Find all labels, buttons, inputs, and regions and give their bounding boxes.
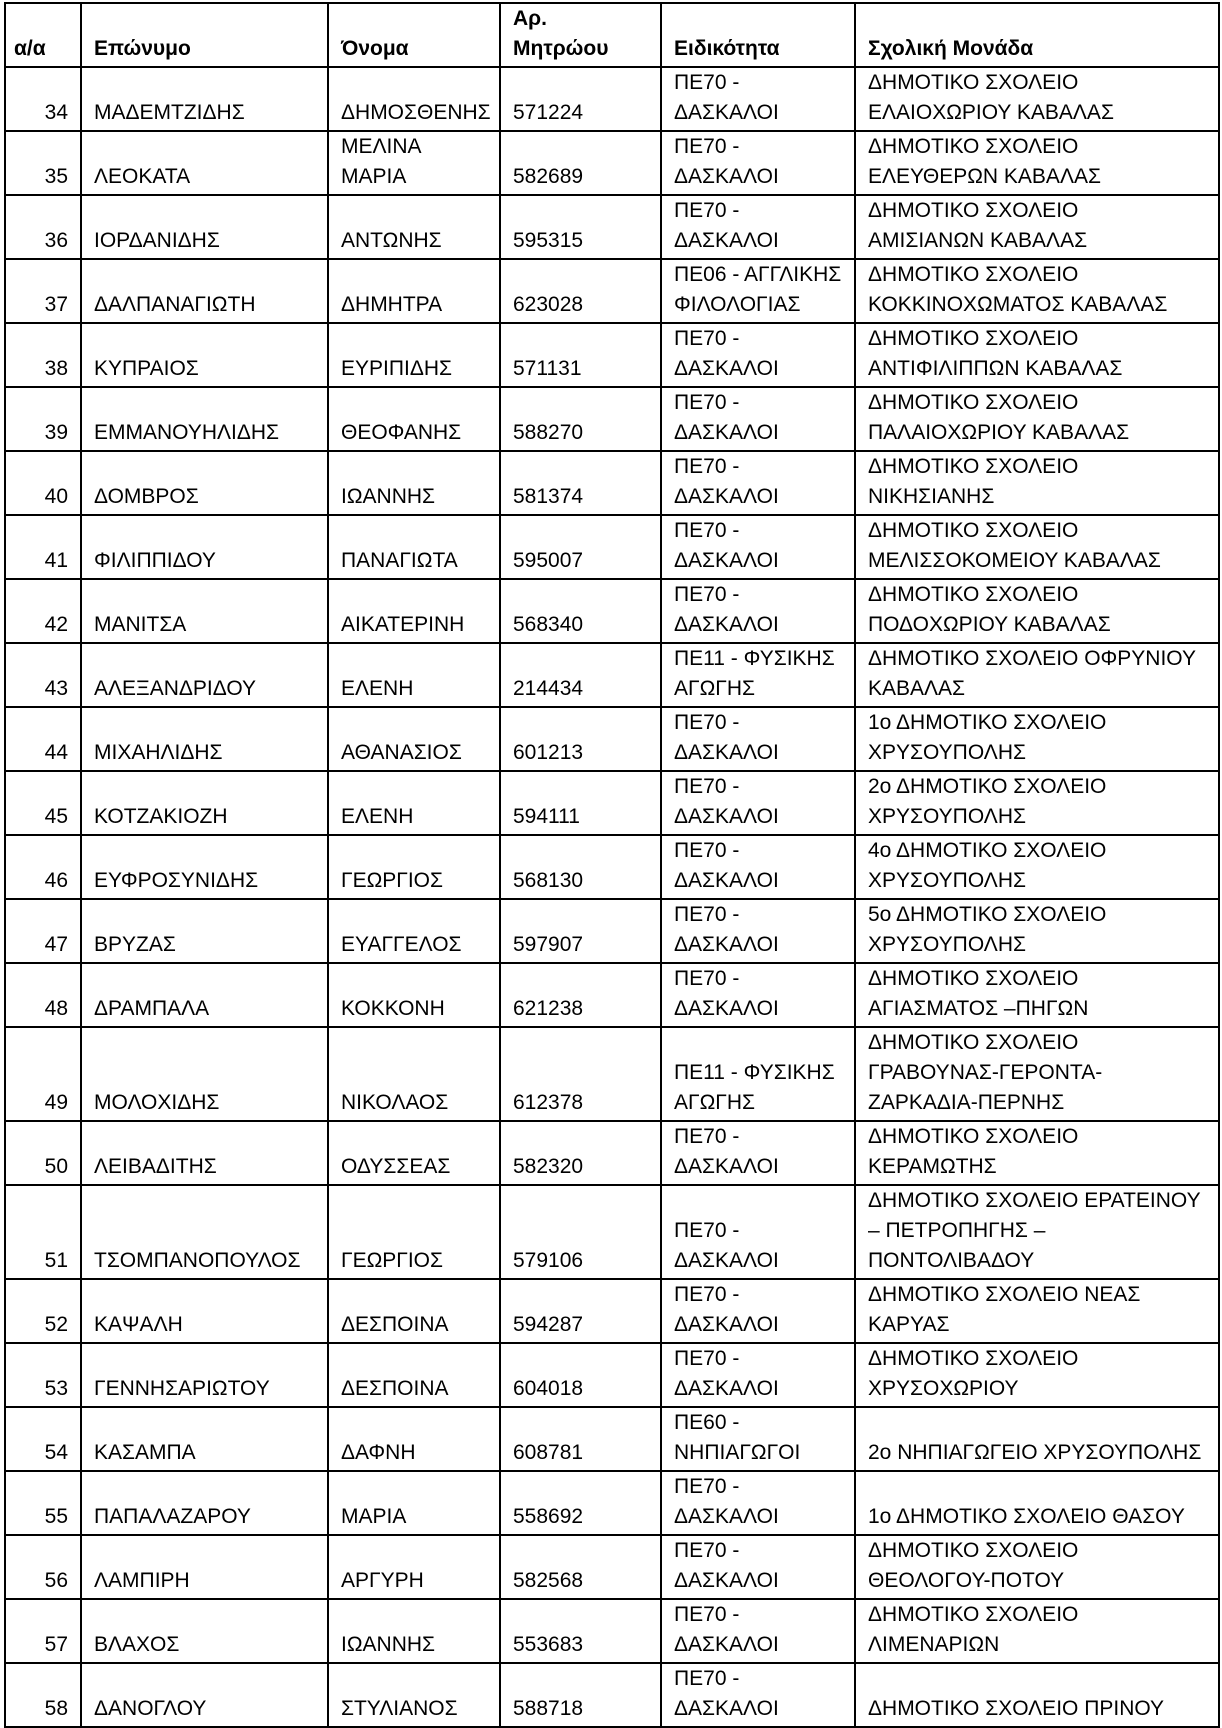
cell-school: ΔΗΜΟΤΙΚΟ ΣΧΟΛΕΙΟ ΝΕΑΣ ΚΑΡΥΑΣ [855,1279,1219,1343]
cell-surname: ΑΛΕΞΑΝΔΡΙΔΟΥ [81,643,328,707]
cell-registry: 594111 [500,771,661,835]
cell-registry: 608781 [500,1407,661,1471]
cell-specialty: ΠΕ60 - ΝΗΠΙΑΓΩΓΟΙ [661,1407,855,1471]
cell-registry: 582568 [500,1535,661,1599]
cell-name: ΕΥΑΓΓΕΛΟΣ [328,899,500,963]
cell-aa: 34 [5,67,81,131]
table-row [5,195,1219,259]
cell-registry: 571131 [500,323,661,387]
cell-school: ΔΗΜΟΤΙΚΟ ΣΧΟΛΕΙΟ ΑΓΙΑΣΜΑΤΟΣ –ΠΗΓΩΝ [855,963,1219,1027]
cell-school: ΔΗΜΟΤΙΚΟ ΣΧΟΛΕΙΟ ΧΡΥΣΟΧΩΡΙΟΥ [855,1343,1219,1407]
cell-name: ΕΥΡΙΠΙΔΗΣ [328,323,500,387]
cell-registry: 582689 [500,131,661,195]
table-row [5,1185,1219,1279]
table-row [5,131,1219,195]
cell-school: ΔΗΜΟΤΙΚΟ ΣΧΟΛΕΙΟ ΕΛΕΥΘΕΡΩΝ ΚΑΒΑΛΑΣ [855,131,1219,195]
cell-name: ΑΝΤΩΝΗΣ [328,195,500,259]
cell-school: 1ο ΔΗΜΟΤΙΚΟ ΣΧΟΛΕΙΟ ΘΑΣΟΥ [855,1471,1219,1535]
header-name: Όνομα [328,3,500,67]
cell-specialty: ΠΕ70 - ΔΑΣΚΑΛΟΙ [661,67,855,131]
cell-registry: 604018 [500,1343,661,1407]
cell-name: ΓΕΩΡΓΙΟΣ [328,835,500,899]
cell-registry: 568340 [500,579,661,643]
cell-name: ΔΑΦΝΗ [328,1407,500,1471]
cell-name: ΝΙΚΟΛΑΟΣ [328,1027,500,1121]
cell-specialty: ΠΕ70 - ΔΑΣΚΑΛΟΙ [661,899,855,963]
cell-registry: 553683 [500,1599,661,1663]
cell-name: ΔΕΣΠΟΙΝΑ [328,1279,500,1343]
cell-surname: ΛΕΙΒΑΔΙΤΗΣ [81,1121,328,1185]
teachers-table [4,2,1220,1728]
cell-name: ΚΟΚΚΟΝΗ [328,963,500,1027]
cell-aa: 35 [5,131,81,195]
cell-specialty: ΠΕ70 - ΔΑΣΚΑΛΟΙ [661,1663,855,1727]
cell-registry: 588718 [500,1663,661,1727]
header-registry: Αρ. Μητρώου [500,3,661,67]
cell-name: ΠΑΝΑΓΙΩΤΑ [328,515,500,579]
table-row [5,899,1219,963]
table-row [5,579,1219,643]
cell-specialty: ΠΕ70 - ΔΑΣΚΑΛΟΙ [661,1471,855,1535]
cell-aa: 49 [5,1027,81,1121]
cell-school: ΔΗΜΟΤΙΚΟ ΣΧΟΛΕΙΟ ΠΡΙΝΟΥ [855,1663,1219,1727]
cell-aa: 57 [5,1599,81,1663]
cell-aa: 39 [5,387,81,451]
cell-aa: 54 [5,1407,81,1471]
cell-school: ΔΗΜΟΤΙΚΟ ΣΧΟΛΕΙΟ ΑΜΙΣΙΑΝΩΝ ΚΑΒΑΛΑΣ [855,195,1219,259]
cell-name: ΙΩΑΝΝΗΣ [328,1599,500,1663]
cell-surname: ΔΟΜΒΡΟΣ [81,451,328,515]
cell-name: ΑΙΚΑΤΕΡΙΝΗ [328,579,500,643]
cell-aa: 52 [5,1279,81,1343]
cell-name: ΔΗΜΗΤΡΑ [328,259,500,323]
table-row [5,835,1219,899]
cell-name: ΣΤΥΛΙΑΝΟΣ [328,1663,500,1727]
cell-specialty: ΠΕ70 - ΔΑΣΚΑΛΟΙ [661,1121,855,1185]
cell-surname: ΛΕΟΚΑΤΑ [81,131,328,195]
cell-name: ΕΛΕΝΗ [328,643,500,707]
table-row [5,67,1219,131]
table-row [5,643,1219,707]
cell-specialty: ΠΕ70 - ΔΑΣΚΑΛΟΙ [661,387,855,451]
cell-registry: 571224 [500,67,661,131]
cell-school: ΔΗΜΟΤΙΚΟ ΣΧΟΛΕΙΟ ΘΕΟΛΟΓΟΥ-ΠΟΤΟΥ [855,1535,1219,1599]
cell-surname: ΔΑΛΠΑΝΑΓΙΩΤΗ [81,259,328,323]
table-row [5,1535,1219,1599]
cell-surname: ΒΛΑΧΟΣ [81,1599,328,1663]
cell-registry: 595315 [500,195,661,259]
cell-aa: 37 [5,259,81,323]
cell-surname: ΠΑΠΑΛΑΖΑΡΟΥ [81,1471,328,1535]
cell-surname: ΒΡΥΖΑΣ [81,899,328,963]
header-aa: α/α [5,3,81,67]
cell-registry: 594287 [500,1279,661,1343]
cell-name: ΑΡΓΥΡΗ [328,1535,500,1599]
cell-surname: ΕΜΜΑΝΟΥΗΛΙΔΗΣ [81,387,328,451]
cell-surname: ΚΑΣΑΜΠΑ [81,1407,328,1471]
cell-surname: ΕΥΦΡΟΣΥΝΙΔΗΣ [81,835,328,899]
cell-specialty: ΠΕ70 - ΔΑΣΚΑΛΟΙ [661,771,855,835]
cell-specialty: ΠΕ11 - ΦΥΣΙΚΗΣ ΑΓΩΓΗΣ [661,1027,855,1121]
cell-name: ΓΕΩΡΓΙΟΣ [328,1185,500,1279]
cell-aa: 56 [5,1535,81,1599]
cell-specialty: ΠΕ70 - ΔΑΣΚΑΛΟΙ [661,323,855,387]
cell-aa: 45 [5,771,81,835]
table-row [5,707,1219,771]
cell-school: ΔΗΜΟΤΙΚΟ ΣΧΟΛΕΙΟ ΠΟΔΟΧΩΡΙΟΥ ΚΑΒΑΛΑΣ [855,579,1219,643]
cell-registry: 568130 [500,835,661,899]
cell-registry: 558692 [500,1471,661,1535]
header-row [5,3,1219,67]
cell-registry: 623028 [500,259,661,323]
cell-aa: 55 [5,1471,81,1535]
cell-school: ΔΗΜΟΤΙΚΟ ΣΧΟΛΕΙΟ ΚΕΡΑΜΩΤΗΣ [855,1121,1219,1185]
cell-registry: 581374 [500,451,661,515]
cell-school: 2ο ΔΗΜΟΤΙΚΟ ΣΧΟΛΕΙΟ ΧΡΥΣΟΥΠΟΛΗΣ [855,771,1219,835]
table-row [5,323,1219,387]
cell-name: ΔΕΣΠΟΙΝΑ [328,1343,500,1407]
cell-specialty: ΠΕ70 - ΔΑΣΚΑΛΟΙ [661,1279,855,1343]
cell-specialty: ΠΕ70 - ΔΑΣΚΑΛΟΙ [661,1343,855,1407]
cell-aa: 42 [5,579,81,643]
cell-school: ΔΗΜΟΤΙΚΟ ΣΧΟΛΕΙΟ ΝΙΚΗΣΙΑΝΗΣ [855,451,1219,515]
cell-specialty: ΠΕ11 - ΦΥΣΙΚΗΣ ΑΓΩΓΗΣ [661,643,855,707]
cell-school: 1ο ΔΗΜΟΤΙΚΟ ΣΧΟΛΕΙΟ ΧΡΥΣΟΥΠΟΛΗΣ [855,707,1219,771]
cell-name: ΟΔΥΣΣΕΑΣ [328,1121,500,1185]
table-body [5,67,1219,1727]
table-row [5,515,1219,579]
cell-name: ΜΕΛΙΝΑ ΜΑΡΙΑ [328,131,500,195]
table-row [5,1121,1219,1185]
table-row [5,1407,1219,1471]
table-row [5,1663,1219,1727]
cell-registry: 597907 [500,899,661,963]
cell-registry: 595007 [500,515,661,579]
table-row [5,259,1219,323]
cell-school: ΔΗΜΟΤΙΚΟ ΣΧΟΛΕΙΟ ΛΙΜΕΝΑΡΙΩΝ [855,1599,1219,1663]
cell-aa: 36 [5,195,81,259]
cell-surname: ΙΟΡΔΑΝΙΔΗΣ [81,195,328,259]
cell-specialty: ΠΕ70 - ΔΑΣΚΑΛΟΙ [661,707,855,771]
header-school: Σχολική Μονάδα [855,3,1219,67]
table-row [5,387,1219,451]
cell-surname: ΤΣΟΜΠΑΝΟΠΟΥΛΟΣ [81,1185,328,1279]
table-row [5,1279,1219,1343]
cell-registry: 214434 [500,643,661,707]
cell-name: ΘΕΟΦΑΝΗΣ [328,387,500,451]
cell-registry: 579106 [500,1185,661,1279]
cell-aa: 48 [5,963,81,1027]
cell-aa: 47 [5,899,81,963]
cell-name: ΔΗΜΟΣΘΕΝΗΣ [328,67,500,131]
cell-aa: 41 [5,515,81,579]
cell-surname: ΚΑΨΑΛΗ [81,1279,328,1343]
cell-surname: ΚΟΤΖΑΚΙΟΖΗ [81,771,328,835]
cell-surname: ΚΥΠΡΑΙΟΣ [81,323,328,387]
cell-aa: 44 [5,707,81,771]
cell-aa: 58 [5,1663,81,1727]
cell-specialty: ΠΕ70 - ΔΑΣΚΑΛΟΙ [661,515,855,579]
table-row [5,771,1219,835]
cell-surname: ΛΑΜΠΙΡΗ [81,1535,328,1599]
cell-name: ΙΩΑΝΝΗΣ [328,451,500,515]
header-surname: Επώνυμο [81,3,328,67]
cell-surname: ΓΕΝΝΗΣΑΡΙΩΤΟΥ [81,1343,328,1407]
cell-specialty: ΠΕ70 - ΔΑΣΚΑΛΟΙ [661,835,855,899]
cell-aa: 51 [5,1185,81,1279]
table-row [5,1027,1219,1121]
cell-school: ΔΗΜΟΤΙΚΟ ΣΧΟΛΕΙΟ ΠΑΛΑΙΟΧΩΡΙΟΥ ΚΑΒΑΛΑΣ [855,387,1219,451]
cell-school: 2ο ΝΗΠΙΑΓΩΓΕΙΟ ΧΡΥΣΟΥΠΟΛΗΣ [855,1407,1219,1471]
cell-specialty: ΠΕ70 - ΔΑΣΚΑΛΟΙ [661,579,855,643]
cell-aa: 53 [5,1343,81,1407]
cell-school: 4ο ΔΗΜΟΤΙΚΟ ΣΧΟΛΕΙΟ ΧΡΥΣΟΥΠΟΛΗΣ [855,835,1219,899]
cell-aa: 38 [5,323,81,387]
cell-registry: 621238 [500,963,661,1027]
cell-registry: 588270 [500,387,661,451]
cell-school: ΔΗΜΟΤΙΚΟ ΣΧΟΛΕΙΟ ΑΝΤΙΦΙΛΙΠΠΩΝ ΚΑΒΑΛΑΣ [855,323,1219,387]
cell-specialty: ΠΕ70 - ΔΑΣΚΑΛΟΙ [661,1185,855,1279]
cell-surname: ΜΑΝΙΤΣΑ [81,579,328,643]
cell-school: 5ο ΔΗΜΟΤΙΚΟ ΣΧΟΛΕΙΟ ΧΡΥΣΟΥΠΟΛΗΣ [855,899,1219,963]
cell-specialty: ΠΕ70 - ΔΑΣΚΑΛΟΙ [661,451,855,515]
cell-school: ΔΗΜΟΤΙΚΟ ΣΧΟΛΕΙΟ ΚΟΚΚΙΝΟΧΩΜΑΤΟΣ ΚΑΒΑΛΑΣ [855,259,1219,323]
table-row [5,1471,1219,1535]
table-row [5,1599,1219,1663]
cell-specialty: ΠΕ70 - ΔΑΣΚΑΛΟΙ [661,1599,855,1663]
table-header [5,3,1219,67]
cell-surname: ΜΑΔΕΜΤΖΙΔΗΣ [81,67,328,131]
cell-specialty: ΠΕ06 - ΑΓΓΛΙΚΗΣ ΦΙΛΟΛΟΓΙΑΣ [661,259,855,323]
cell-specialty: ΠΕ70 - ΔΑΣΚΑΛΟΙ [661,131,855,195]
cell-surname: ΔΡΑΜΠΑΛΑ [81,963,328,1027]
cell-aa: 50 [5,1121,81,1185]
cell-aa: 46 [5,835,81,899]
cell-surname: ΜΟΛΟΧΙΔΗΣ [81,1027,328,1121]
cell-specialty: ΠΕ70 - ΔΑΣΚΑΛΟΙ [661,963,855,1027]
cell-registry: 612378 [500,1027,661,1121]
table-row [5,451,1219,515]
table-row [5,1343,1219,1407]
cell-surname: ΔΑΝΟΓΛΟΥ [81,1663,328,1727]
cell-name: ΕΛΕΝΗ [328,771,500,835]
cell-school: ΔΗΜΟΤΙΚΟ ΣΧΟΛΕΙΟ ΟΦΡΥΝΙΟΥ ΚΑΒΑΛΑΣ [855,643,1219,707]
table-row [5,963,1219,1027]
header-specialty: Ειδικότητα [661,3,855,67]
cell-name: ΑΘΑΝΑΣΙΟΣ [328,707,500,771]
cell-school: ΔΗΜΟΤΙΚΟ ΣΧΟΛΕΙΟ ΕΛΑΙΟΧΩΡΙΟΥ ΚΑΒΑΛΑΣ [855,67,1219,131]
cell-surname: ΜΙΧΑΗΛΙΔΗΣ [81,707,328,771]
cell-aa: 40 [5,451,81,515]
cell-school: ΔΗΜΟΤΙΚΟ ΣΧΟΛΕΙΟ ΓΡΑΒΟΥΝΑΣ-ΓΕΡΟΝΤΑ- ΖΑΡΚΑΔΙΑ-ΠΕΡΝΗΣ [855,1027,1219,1121]
cell-surname: ΦΙΛΙΠΠΙΔΟΥ [81,515,328,579]
cell-aa: 43 [5,643,81,707]
cell-specialty: ΠΕ70 - ΔΑΣΚΑΛΟΙ [661,195,855,259]
cell-specialty: ΠΕ70 - ΔΑΣΚΑΛΟΙ [661,1535,855,1599]
cell-registry: 601213 [500,707,661,771]
cell-school: ΔΗΜΟΤΙΚΟ ΣΧΟΛΕΙΟ ΜΕΛΙΣΣΟΚΟΜΕΙΟΥ ΚΑΒΑΛΑΣ [855,515,1219,579]
cell-name: ΜΑΡΙΑ [328,1471,500,1535]
cell-school: ΔΗΜΟΤΙΚΟ ΣΧΟΛΕΙΟ ΕΡΑΤΕΙΝΟΥ – ΠΕΤΡΟΠΗΓΗΣ – ΠΟΝΤΟΛΙΒΑΔΟΥ [855,1185,1219,1279]
cell-registry: 582320 [500,1121,661,1185]
